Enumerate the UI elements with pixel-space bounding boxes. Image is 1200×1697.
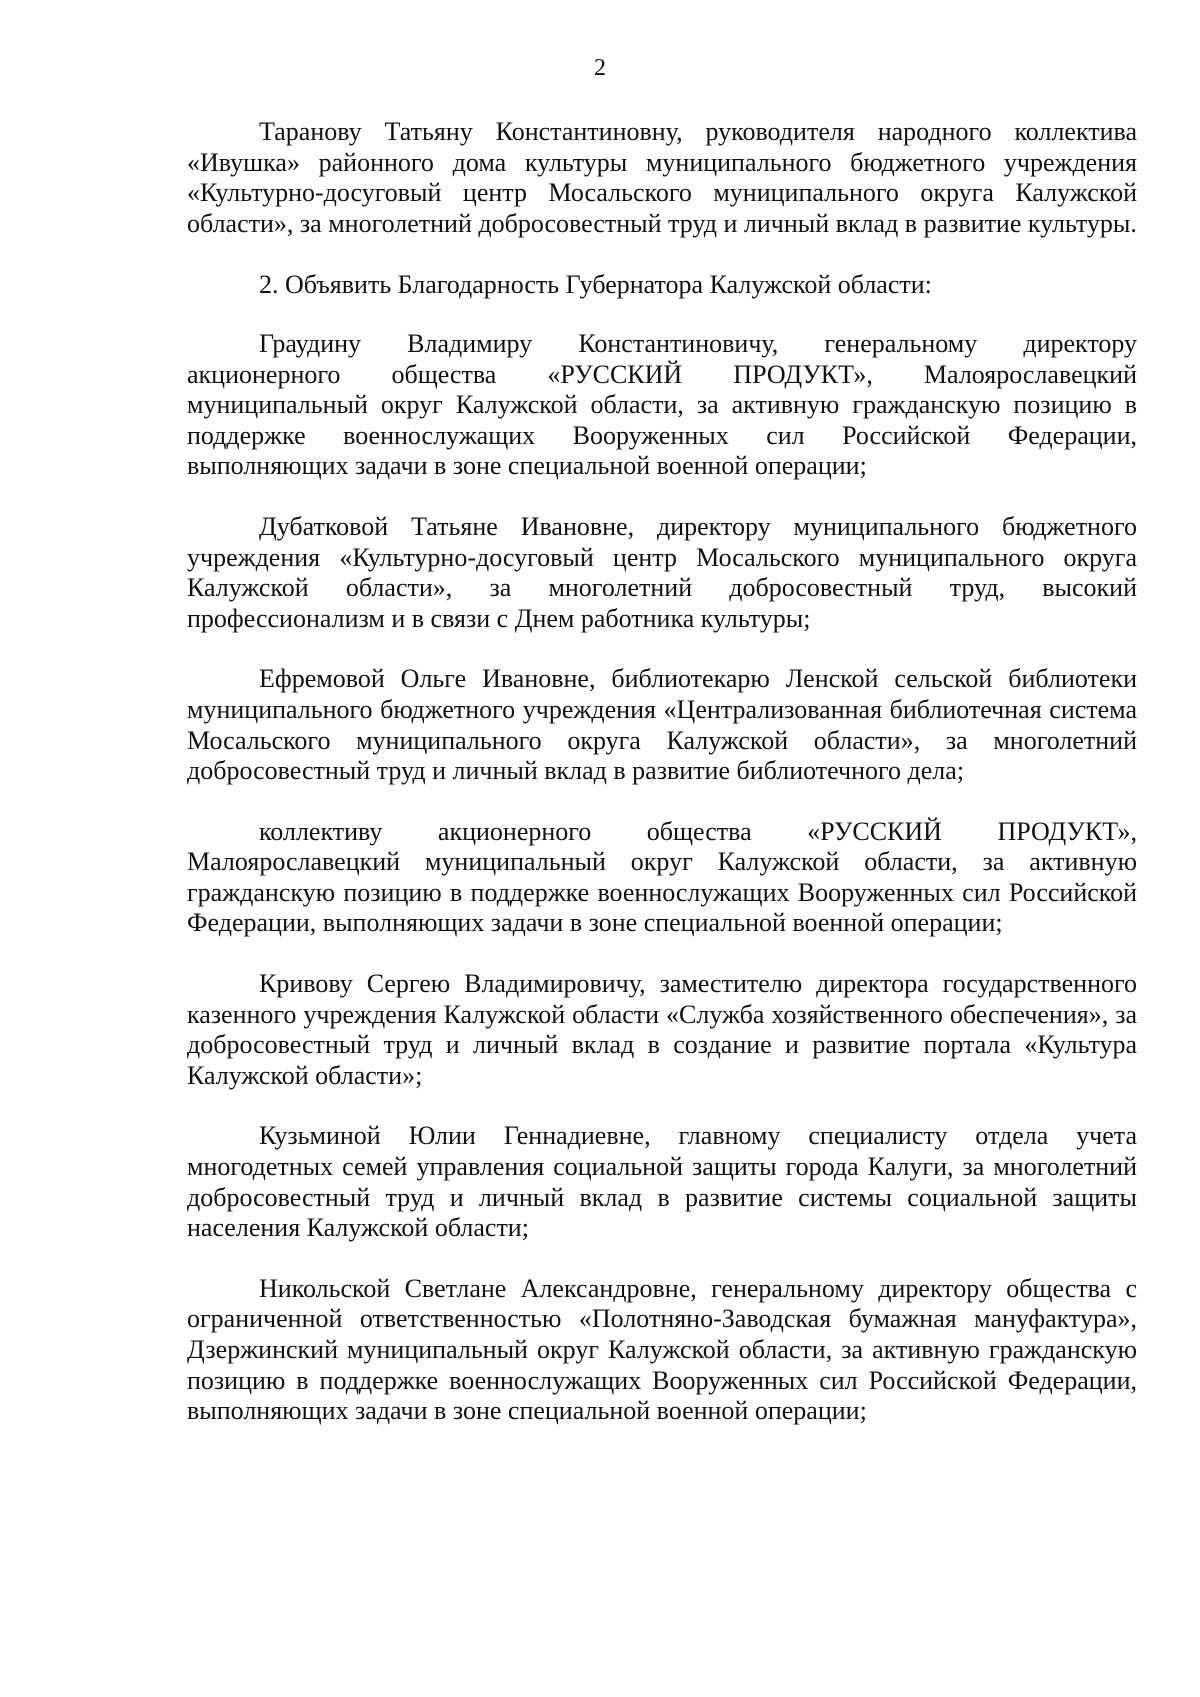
paragraph-dubatkova: Дубатковой Татьяне Ивановне, директору муниципального бюджетного учреждения «Культурно-досуговый центр Мосальского муниципального округа Калужской области», за многолетний добросовестный труд, высокий профессионализм и в связи с Днем работника культуры; xyxy=(187,511,1137,633)
document-body xyxy=(187,117,1137,1457)
paragraph-russkiy-produkt-collective: коллективу акционерного общества «РУССКИЙ ПРОДУКТ», Малоярославецкий муниципальный округ Калужской области, за активную гражданскую позицию в поддержке военнослужащих Вооруженных сил Российской Федерации, выполняющих задачи в зоне специальной военной операции; xyxy=(187,816,1137,938)
page-number: 2 xyxy=(594,55,606,81)
paragraph-krivov: Кривову Сергею Владимировичу, заместителю директора государственного казенного учреждения Калужской области «Служба хозяйственного обеспечения», за добросовестный труд и личный вклад в создание и развитие портала «Культура Калужской области»; xyxy=(187,969,1137,1090)
paragraph-efremova: Ефремовой Ольге Ивановне, библиотекарю Ленской сельской библиотеки муниципального бюджетного учреждения «Централизованная библиотечная система Мосальского муниципального округа Калужской области», за многолетний добросовестный труд и личный вклад в развитие библиотечного дела; xyxy=(187,664,1137,786)
paragraph-kuzmina: Кузьминой Юлии Геннадиевне, главному специалисту отдела учета многодетных семей управления социальной защиты города Калуги, за многолетний добросовестный труд и личный вклад в развитие системы социальной защиты населения Калужской области; xyxy=(187,1121,1137,1243)
paragraph-graudin: Граудину Владимиру Константиновичу, генеральному директору акционерного общества «РУССКИЙ ПРОДУКТ», Малоярославецкий муниципальный округ Калужской области, за активную гражданскую позицию в поддержке военнослужащих Вооруженных сил Российской Федерации, выполняющих задачи в зоне специальной военной операции; xyxy=(187,328,1137,481)
paragraph-taranova: Таранову Татьяну Константиновну, руководителя народного коллектива «Ивушка» районного дома культуры муниципального бюджетного учреждения «Культурно-досуговый центр Мосальского муниципального округа Калужской области», за многолетний добросовестный труд и личный вклад в развитие культуры. xyxy=(187,117,1137,238)
paragraph-announce-gratitude: 2. Объявить Благодарность Губернатора Калужской области: xyxy=(259,270,932,300)
paragraph-nikolskaya: Никольской Светлане Александровне, генеральному директору общества с ограниченной ответственностью «Полотняно-Заводская бумажная мануфактура», Дзержинский муниципальный округ Калужской области, за активную гражданскую позицию в поддержке военнослужащих Вооруженных сил Российской Федерации, выполняющих задачи в зоне специальной военной операции; xyxy=(187,1273,1137,1426)
